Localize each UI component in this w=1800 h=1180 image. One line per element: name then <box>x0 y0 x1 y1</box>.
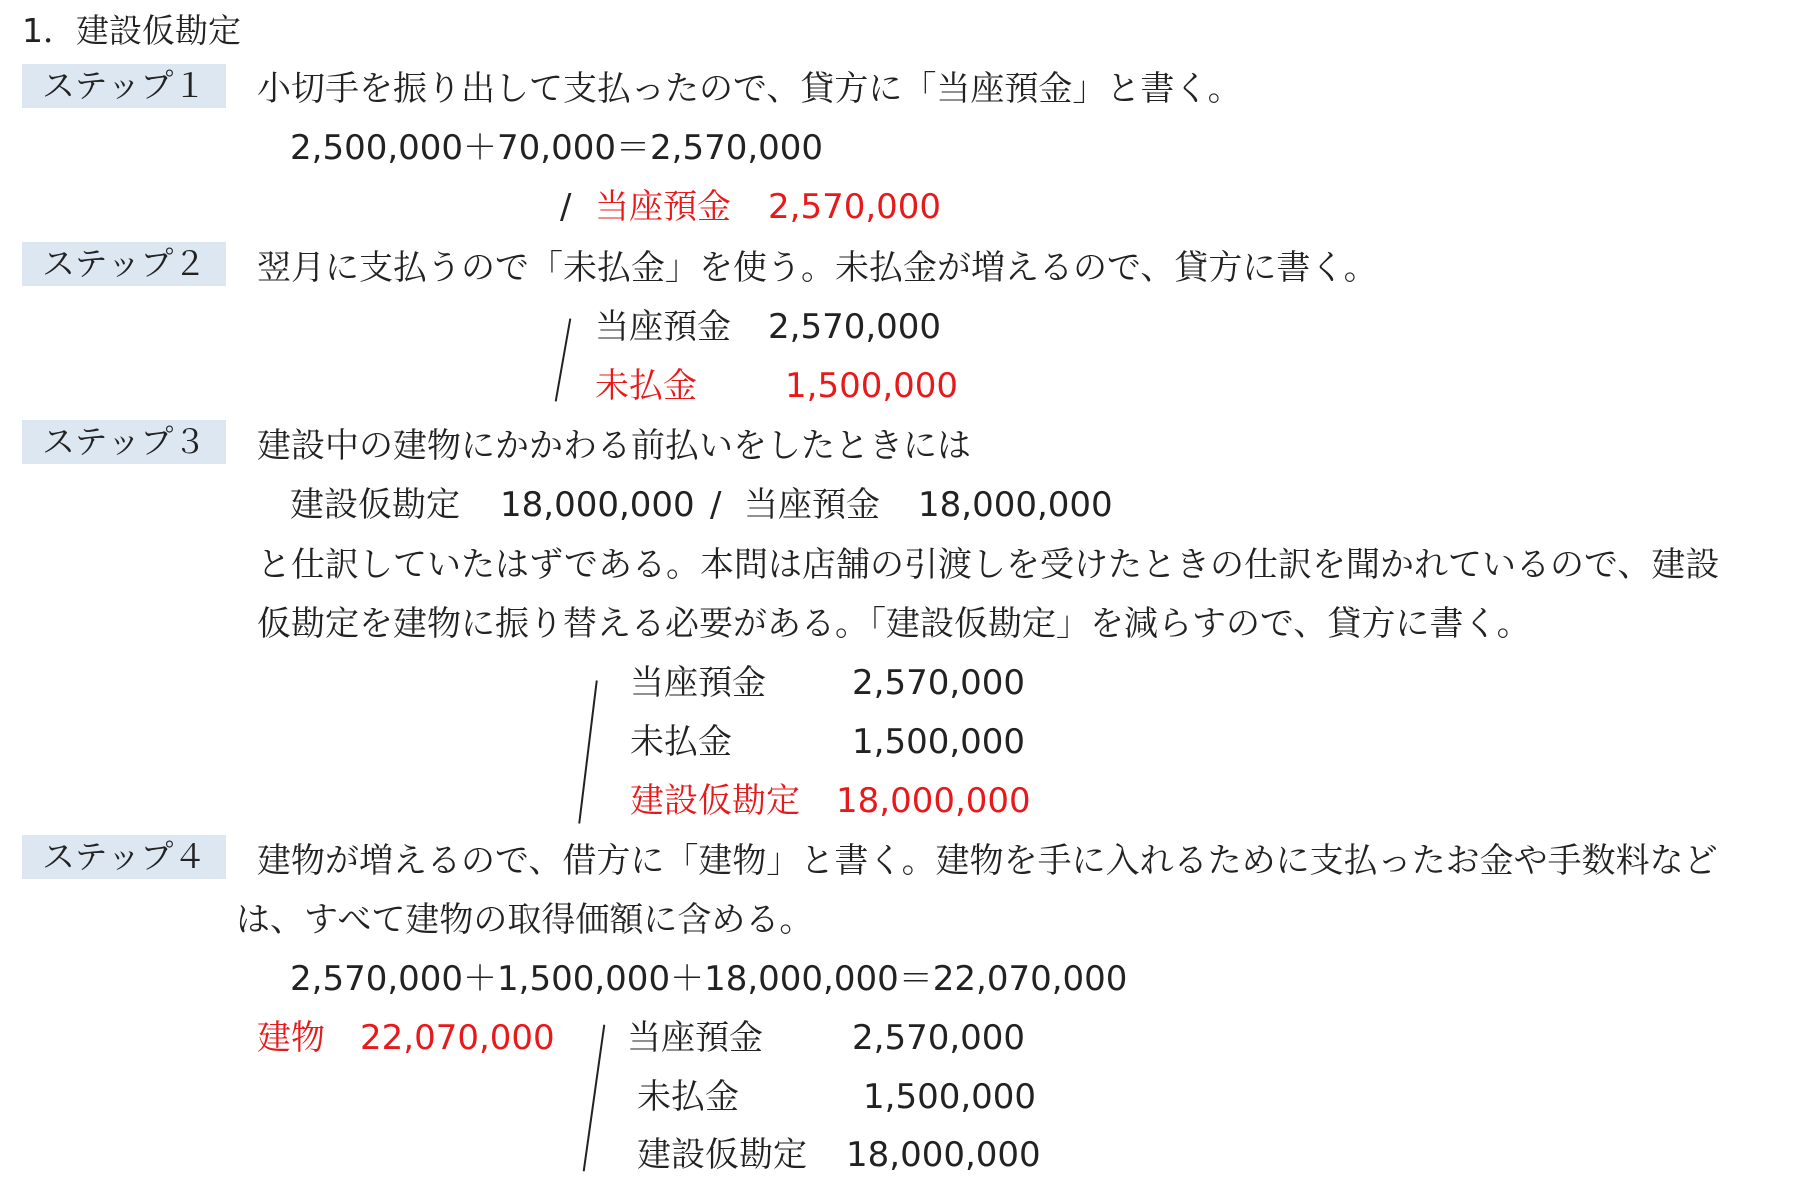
step-1-slash: / <box>560 187 572 227</box>
step-3-credit-account-2: 未払金 <box>630 722 732 762</box>
step-3-credit-amount-3: 18,000,000 <box>836 781 1031 821</box>
step-1-text: 小切手を振り出して支払ったので、貸方に「当座預金」と書く。 <box>257 69 1242 109</box>
step-4-credit-account-1: 当座預金 <box>627 1018 763 1058</box>
step-1-credit-amount: 2,570,000 <box>768 187 942 227</box>
step-4-credit-account-3: 建設仮勘定 <box>637 1135 807 1175</box>
step-4-credit-account-2: 未払金 <box>637 1077 739 1117</box>
step-4-text-line-1: 建物が増えるので、借方に「建物」と書く。建物を手に入れるために支払ったお金や手数料など <box>257 841 1718 881</box>
step-3-prior-credit-amount: 18,000,000 <box>918 485 1113 525</box>
step-4-debit-account: 建物 <box>257 1018 325 1058</box>
step-2-credit-amount-2: 1,500,000 <box>785 366 959 406</box>
step-3-explanation-line-2: 仮勘定を建物に振り替える必要がある。「建設仮勘定」を減らすので、貸方に書く。 <box>257 604 1531 644</box>
section-heading: 1．建設仮勘定 <box>22 11 241 50</box>
step-2-credit-account-1: 当座預金 <box>595 307 731 347</box>
step-3-credit-account-3: 建設仮勘定 <box>630 781 800 821</box>
step-3-prior-slash: / <box>710 485 722 525</box>
step-2-credit-amount-1: 2,570,000 <box>768 307 942 347</box>
step-2-text: 翌月に支払うので「未払金」を使う。未払金が増えるので、貸方に書く。 <box>257 248 1378 288</box>
step-4-calc: 2,570,000＋1,500,000＋18,000,000＝22,070,000 <box>290 959 1128 999</box>
step-1-calc: 2,500,000＋70,000＝2,570,000 <box>290 128 824 168</box>
step-4-debit-amount: 22,070,000 <box>360 1018 555 1058</box>
step-4-credit-amount-3: 18,000,000 <box>846 1135 1041 1175</box>
step-3-explanation-line-1: と仕訳していたはずである。本問は店舗の引渡しを受けたときの仕訳を聞かれているので、建設 <box>257 545 1720 585</box>
step-2-entry-slash <box>555 318 572 401</box>
step-3-credit-amount-2: 1,500,000 <box>852 722 1026 762</box>
step-3-prior-debit-amount: 18,000,000 <box>500 485 695 525</box>
step-1-credit-account: 当座預金 <box>595 187 731 227</box>
step-2-credit-account-2: 未払金 <box>595 366 697 406</box>
step-3-prior-debit-account: 建設仮勘定 <box>290 485 460 525</box>
step-4-label: ステップ４ <box>22 835 226 879</box>
step-4-entry-slash <box>583 1025 606 1172</box>
step-3-credit-account-1: 当座預金 <box>630 663 766 703</box>
step-3-text: 建設中の建物にかかわる前払いをしたときには <box>257 426 971 466</box>
step-3-entry-slash <box>578 680 598 823</box>
step-3-credit-amount-1: 2,570,000 <box>852 663 1026 703</box>
step-4-credit-amount-1: 2,570,000 <box>852 1018 1026 1058</box>
step-4-credit-amount-2: 1,500,000 <box>863 1077 1037 1117</box>
step-1-label: ステップ１ <box>22 64 226 108</box>
step-3-prior-credit-account: 当座預金 <box>744 485 880 525</box>
step-4-text-line-2: は、すべて建物の取得価額に含める。 <box>236 900 814 940</box>
step-3-label: ステップ３ <box>22 420 226 464</box>
step-2-label: ステップ２ <box>22 242 226 286</box>
